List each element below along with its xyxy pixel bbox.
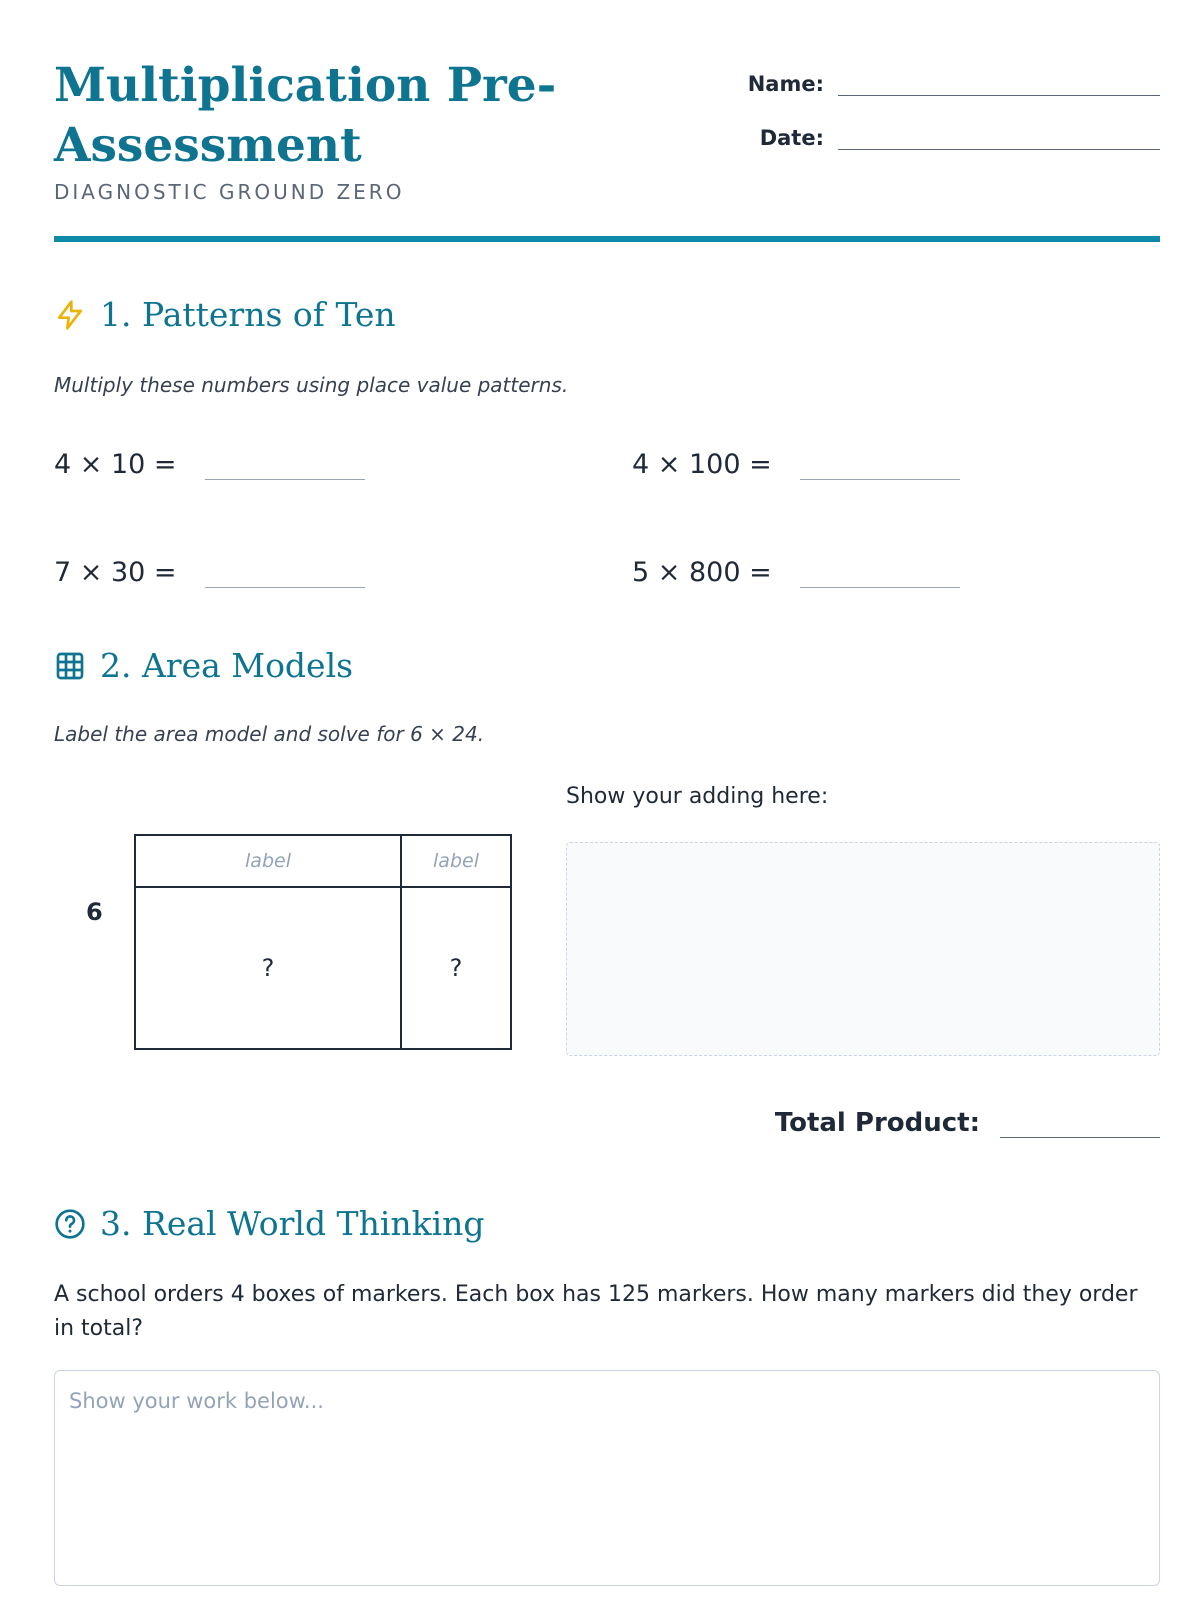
answer-blank-4[interactable] (800, 552, 960, 588)
problem-4-text: 5 × 800 = (632, 557, 772, 588)
section-2-instruction: Label the area model and solve for 6 × 24. (54, 722, 485, 746)
problem-4 (632, 552, 960, 588)
problem-1-text: 4 × 10 = (54, 449, 177, 480)
lightning-icon (54, 299, 86, 331)
area-product-cell-1[interactable]: ? (136, 888, 402, 1048)
grid-icon (54, 650, 86, 682)
answer-blank-1[interactable] (205, 444, 365, 480)
section-1-instruction: Multiply these numbers using place value patterns. (54, 373, 569, 397)
answer-blank-2[interactable] (800, 444, 960, 480)
name-field[interactable] (838, 60, 1160, 96)
question-circle-icon (54, 1208, 86, 1240)
section-3-heading: 3. Real World Thinking (100, 1204, 485, 1243)
page-subtitle: DIAGNOSTIC GROUND ZERO (54, 180, 405, 204)
section-2-title (54, 646, 353, 685)
answer-blank-3[interactable] (205, 552, 365, 588)
student-info (730, 58, 1160, 166)
area-model-side-label: 6 (86, 898, 103, 926)
name-label: Name: (747, 72, 824, 96)
problem-3 (54, 552, 365, 588)
problem-1 (54, 444, 365, 480)
area-label-cell-2[interactable]: label (402, 836, 510, 888)
worksheet-header (54, 56, 1160, 242)
work-textarea[interactable] (54, 1370, 1160, 1586)
word-problem: A school orders 4 boxes of markers. Each box has 125 markers. How many markers did they order in total? (54, 1282, 1138, 1341)
adding-work-area[interactable] (566, 842, 1160, 1056)
total-product-blank[interactable] (1000, 1108, 1160, 1138)
area-product-cell-2[interactable]: ? (449, 954, 463, 982)
section-1-title (54, 295, 396, 334)
section-3-title (54, 1204, 485, 1243)
date-row (730, 112, 1160, 150)
section-2-heading: 2. Area Models (100, 646, 354, 685)
problem-2-text: 4 × 100 = (632, 449, 772, 480)
header-divider (54, 236, 1160, 242)
area-label-cell-1[interactable]: label (136, 836, 402, 888)
problem-3-text: 7 × 30 = (54, 557, 177, 588)
area-model (134, 834, 512, 1050)
total-product-label: Total Product: (774, 1108, 980, 1138)
date-field[interactable] (838, 114, 1160, 150)
name-row (730, 58, 1160, 96)
total-product (775, 1108, 1160, 1138)
adding-label: Show your adding here: (566, 784, 829, 809)
page-title: Multiplication Pre-Assessment (54, 58, 557, 173)
problem-2 (632, 444, 960, 480)
section-1-heading: 1. Patterns of Ten (100, 295, 396, 334)
date-label: Date: (759, 126, 824, 150)
